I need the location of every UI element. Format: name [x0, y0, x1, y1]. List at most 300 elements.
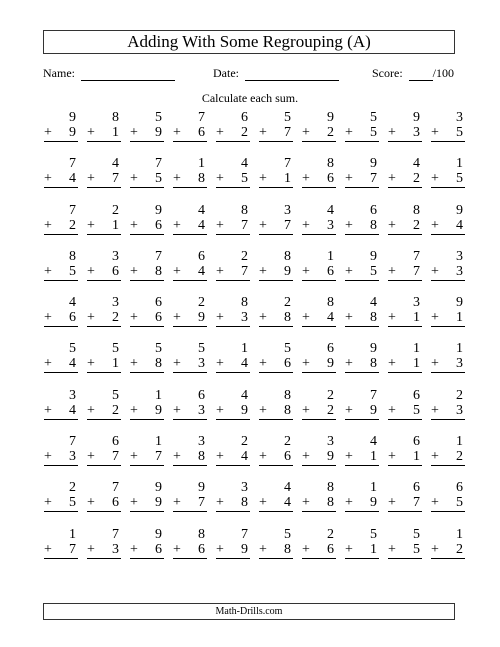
second-addend-row: [216, 403, 250, 420]
plus-sign: +: [431, 125, 439, 140]
addition-problem: [44, 295, 78, 341]
second-addend-row: [302, 356, 336, 373]
second-addend: 1: [413, 310, 420, 326]
plus-sign: +: [431, 541, 439, 557]
plus-sign: +: [259, 541, 267, 557]
second-addend: 2: [327, 125, 334, 140]
second-addend-row: [302, 542, 336, 559]
second-addend: 9: [327, 356, 334, 372]
first-addend: 3: [198, 434, 205, 450]
addition-problem: [87, 249, 121, 295]
first-addend: 7: [284, 156, 291, 172]
footer-box: [43, 603, 455, 620]
first-addend: 7: [155, 156, 162, 172]
second-addend-row: [431, 264, 465, 281]
second-addend-row: [259, 171, 293, 188]
second-addend: 6: [327, 171, 334, 187]
plus-sign: +: [302, 495, 310, 511]
second-addend: 6: [284, 356, 291, 372]
first-addend: 9: [370, 156, 377, 172]
addition-problem: [130, 388, 164, 434]
date-label: Date:: [213, 66, 239, 80]
first-addend: 9: [69, 110, 76, 125]
second-addend-row: [44, 310, 78, 327]
second-addend: 6: [198, 541, 205, 557]
date-line[interactable]: [245, 68, 339, 81]
first-addend: 7: [112, 526, 119, 542]
addition-problem: [431, 203, 465, 249]
second-addend: 8: [284, 541, 291, 557]
first-addend: 1: [456, 526, 463, 542]
second-addend-row: [345, 125, 379, 142]
plus-sign: +: [388, 263, 396, 279]
second-addend-row: [87, 310, 121, 327]
second-addend: 6: [69, 310, 76, 326]
addition-problem: [302, 156, 336, 202]
plus-sign: +: [345, 356, 353, 372]
first-addend: 9: [155, 480, 162, 496]
plus-sign: +: [216, 495, 224, 511]
plus-sign: +: [216, 217, 224, 233]
plus-sign: +: [87, 495, 95, 511]
plus-sign: +: [431, 402, 439, 418]
second-addend: 2: [112, 310, 119, 326]
second-addend-row: [345, 218, 379, 235]
first-addend: 5: [284, 526, 291, 542]
first-addend: 2: [241, 434, 248, 450]
first-addend: 2: [198, 295, 205, 311]
plus-sign: +: [173, 449, 181, 465]
second-addend: 8: [198, 171, 205, 187]
first-addend: 8: [198, 526, 205, 542]
second-addend: 2: [413, 217, 420, 233]
second-addend: 4: [284, 495, 291, 511]
first-addend: 5: [413, 526, 420, 542]
second-addend: 6: [112, 495, 119, 511]
addition-problem: [345, 480, 379, 526]
second-addend: 2: [456, 541, 463, 557]
plus-sign: +: [44, 125, 52, 140]
first-addend: 4: [370, 434, 377, 450]
second-addend: 7: [241, 263, 248, 279]
plus-sign: +: [388, 217, 396, 233]
second-addend: 6: [198, 125, 205, 140]
second-addend-row: [302, 403, 336, 420]
second-addend-row: [345, 449, 379, 466]
addition-problem: [302, 203, 336, 249]
first-addend: 1: [413, 341, 420, 357]
first-addend: 9: [456, 202, 463, 218]
first-addend: 5: [198, 341, 205, 357]
name-line[interactable]: [81, 68, 175, 81]
second-addend: 8: [370, 310, 377, 326]
second-addend-row: [259, 403, 293, 420]
plus-sign: +: [44, 449, 52, 465]
plus-sign: +: [173, 541, 181, 557]
second-addend-row: [302, 495, 336, 512]
plus-sign: +: [87, 541, 95, 557]
plus-sign: +: [173, 171, 181, 187]
second-addend-row: [259, 264, 293, 281]
addition-problem: [216, 341, 250, 387]
addition-problem: [44, 249, 78, 295]
second-addend: 1: [284, 171, 291, 187]
second-addend: 9: [284, 263, 291, 279]
worksheet-title: Adding With Some Regrouping (A): [127, 32, 371, 51]
plus-sign: +: [130, 310, 138, 326]
first-addend: 8: [327, 480, 334, 496]
second-addend-row: [302, 264, 336, 281]
first-addend: 7: [198, 110, 205, 125]
second-addend-row: [302, 310, 336, 327]
plus-sign: +: [302, 541, 310, 557]
second-addend-row: [345, 356, 379, 373]
first-addend: 5: [284, 110, 291, 125]
first-addend: 8: [241, 202, 248, 218]
first-addend: 1: [155, 434, 162, 450]
addition-problem: [259, 434, 293, 480]
plus-sign: +: [173, 263, 181, 279]
second-addend-row: [130, 495, 164, 512]
plus-sign: +: [44, 495, 52, 511]
first-addend: 9: [370, 341, 377, 357]
addition-problem: [259, 156, 293, 202]
addition-problem: [216, 480, 250, 526]
second-addend: 1: [112, 125, 119, 140]
name-label: Name:: [43, 66, 75, 80]
plus-sign: +: [345, 125, 353, 140]
second-addend: 5: [413, 541, 420, 557]
plus-sign: +: [259, 310, 267, 326]
first-addend: 8: [241, 295, 248, 311]
plus-sign: +: [216, 402, 224, 418]
second-addend: 7: [413, 495, 420, 511]
second-addend: 4: [69, 402, 76, 418]
second-addend-row: [87, 403, 121, 420]
addition-problem: [44, 480, 78, 526]
addition-problem: [44, 110, 78, 156]
second-addend-row: [44, 449, 78, 466]
addition-problem: [173, 434, 207, 480]
first-addend: 1: [69, 526, 76, 542]
plus-sign: +: [388, 402, 396, 418]
plus-sign: +: [87, 449, 95, 465]
score-line[interactable]: [409, 68, 433, 81]
addition-problem: [388, 388, 422, 434]
addition-problem: [44, 434, 78, 480]
first-addend: 2: [284, 295, 291, 311]
second-addend: 9: [155, 402, 162, 418]
first-addend: 4: [284, 480, 291, 496]
second-addend-row: [173, 403, 207, 420]
second-addend-row: [87, 356, 121, 373]
plus-sign: +: [130, 449, 138, 465]
plus-sign: +: [216, 125, 224, 140]
second-addend: 4: [456, 217, 463, 233]
addition-problem: [302, 388, 336, 434]
second-addend-row: [388, 495, 422, 512]
second-addend: 6: [284, 449, 291, 465]
addition-problem: [87, 295, 121, 341]
first-addend: 7: [241, 526, 248, 542]
second-addend: 5: [155, 171, 162, 187]
first-addend: 1: [198, 156, 205, 172]
second-addend: 2: [327, 402, 334, 418]
second-addend-row: [388, 264, 422, 281]
plus-sign: +: [259, 495, 267, 511]
plus-sign: +: [388, 541, 396, 557]
first-addend: 8: [327, 295, 334, 311]
addition-problem: [302, 527, 336, 573]
first-addend: 2: [284, 434, 291, 450]
addition-problem: [302, 110, 336, 156]
second-addend-row: [345, 403, 379, 420]
plus-sign: +: [130, 171, 138, 187]
second-addend-row: [216, 542, 250, 559]
second-addend-row: [388, 171, 422, 188]
addition-problem: [87, 434, 121, 480]
plus-sign: +: [388, 449, 396, 465]
addition-problem: [216, 295, 250, 341]
first-addend: 3: [112, 295, 119, 311]
addition-problem: [345, 249, 379, 295]
first-addend: 3: [284, 202, 291, 218]
addition-problem: [44, 341, 78, 387]
second-addend-row: [130, 264, 164, 281]
addition-problem: [216, 434, 250, 480]
second-addend: 5: [413, 402, 420, 418]
addition-problem: [87, 480, 121, 526]
second-addend-row: [259, 125, 293, 142]
addition-problem: [173, 480, 207, 526]
second-addend: 7: [284, 125, 291, 140]
addition-problem: [130, 110, 164, 156]
plus-sign: +: [302, 356, 310, 372]
first-addend: 3: [69, 387, 76, 403]
addition-problem: [87, 527, 121, 573]
second-addend: 9: [155, 495, 162, 511]
second-addend: 9: [370, 495, 377, 511]
first-addend: 6: [327, 341, 334, 357]
second-addend: 3: [241, 310, 248, 326]
second-addend: 3: [198, 402, 205, 418]
second-addend-row: [87, 495, 121, 512]
addition-problem: [345, 295, 379, 341]
addition-problem: [216, 249, 250, 295]
second-addend-row: [173, 264, 207, 281]
second-addend: 6: [155, 310, 162, 326]
plus-sign: +: [216, 263, 224, 279]
addition-problem: [130, 156, 164, 202]
second-addend: 7: [241, 217, 248, 233]
addition-problem: [388, 480, 422, 526]
second-addend: 7: [198, 495, 205, 511]
second-addend: 8: [155, 263, 162, 279]
first-addend: 9: [198, 480, 205, 496]
second-addend: 6: [327, 263, 334, 279]
first-addend: 3: [327, 434, 334, 450]
addition-problem: [216, 110, 250, 156]
second-addend: 7: [69, 541, 76, 557]
first-addend: 4: [69, 295, 76, 311]
plus-sign: +: [44, 541, 52, 557]
addition-problem: [259, 341, 293, 387]
plus-sign: +: [388, 495, 396, 511]
second-addend: 6: [155, 541, 162, 557]
plus-sign: +: [130, 356, 138, 372]
addition-problem: [259, 388, 293, 434]
plus-sign: +: [216, 449, 224, 465]
footer-text: Math-Drills.com: [215, 606, 283, 617]
plus-sign: +: [302, 217, 310, 233]
second-addend-row: [87, 542, 121, 559]
second-addend: 1: [112, 217, 119, 233]
first-addend: 7: [69, 156, 76, 172]
first-addend: 6: [198, 387, 205, 403]
addition-problem: [388, 527, 422, 573]
first-addend: 7: [370, 387, 377, 403]
plus-sign: +: [302, 263, 310, 279]
first-addend: 6: [112, 434, 119, 450]
first-addend: 7: [155, 248, 162, 264]
second-addend-row: [259, 218, 293, 235]
second-addend: 4: [69, 356, 76, 372]
second-addend-row: [44, 403, 78, 420]
addition-problem: [130, 341, 164, 387]
addition-problem: [87, 203, 121, 249]
first-addend: 5: [155, 110, 162, 125]
second-addend-row: [216, 264, 250, 281]
first-addend: 1: [370, 480, 377, 496]
first-addend: 5: [370, 526, 377, 542]
addition-problem: [173, 249, 207, 295]
second-addend-row: [87, 125, 121, 142]
plus-sign: +: [345, 263, 353, 279]
addition-problem: [87, 388, 121, 434]
second-addend: 5: [456, 171, 463, 187]
first-addend: 9: [370, 248, 377, 264]
second-addend: 7: [112, 171, 119, 187]
first-addend: 7: [112, 480, 119, 496]
plus-sign: +: [345, 402, 353, 418]
second-addend: 3: [69, 449, 76, 465]
addition-problem: [345, 388, 379, 434]
plus-sign: +: [87, 402, 95, 418]
first-addend: 7: [413, 248, 420, 264]
addition-problem: [259, 249, 293, 295]
plus-sign: +: [173, 356, 181, 372]
second-addend-row: [216, 218, 250, 235]
second-addend-row: [388, 542, 422, 559]
addition-problem: [302, 480, 336, 526]
second-addend-row: [302, 125, 336, 142]
second-addend-row: [130, 218, 164, 235]
addition-problem: [173, 388, 207, 434]
first-addend: 6: [413, 434, 420, 450]
plus-sign: +: [431, 449, 439, 465]
second-addend-row: [302, 171, 336, 188]
second-addend-row: [87, 171, 121, 188]
plus-sign: +: [259, 449, 267, 465]
second-addend-row: [431, 356, 465, 373]
second-addend: 4: [198, 217, 205, 233]
second-addend-row: [431, 125, 465, 142]
plus-sign: +: [87, 263, 95, 279]
addition-problem: [173, 527, 207, 573]
second-addend: 3: [413, 125, 420, 140]
first-addend: 8: [112, 110, 119, 125]
score-label: Score:: [372, 66, 403, 80]
second-addend-row: [259, 495, 293, 512]
second-addend: 7: [112, 449, 119, 465]
plus-sign: +: [302, 171, 310, 187]
addition-problem: [130, 434, 164, 480]
second-addend-row: [216, 356, 250, 373]
second-addend: 2: [241, 125, 248, 140]
second-addend: 2: [413, 171, 420, 187]
second-addend-row: [130, 125, 164, 142]
second-addend: 3: [456, 263, 463, 279]
addition-problem: [302, 295, 336, 341]
first-addend: 5: [112, 387, 119, 403]
addition-problem: [431, 249, 465, 295]
addition-problem: [388, 203, 422, 249]
second-addend-row: [130, 449, 164, 466]
first-addend: 6: [456, 480, 463, 496]
plus-sign: +: [388, 310, 396, 326]
plus-sign: +: [302, 449, 310, 465]
second-addend: 9: [155, 125, 162, 140]
second-addend: 8: [327, 495, 334, 511]
addition-problem: [44, 156, 78, 202]
second-addend-row: [431, 310, 465, 327]
plus-sign: +: [216, 541, 224, 557]
second-addend: 3: [456, 356, 463, 372]
addition-problem: [130, 480, 164, 526]
second-addend: 9: [69, 125, 76, 140]
addition-problem: [87, 156, 121, 202]
second-addend-row: [259, 542, 293, 559]
addition-problem: [431, 341, 465, 387]
addition-problem: [345, 110, 379, 156]
plus-sign: +: [44, 171, 52, 187]
second-addend: 1: [112, 356, 119, 372]
first-addend: 6: [370, 202, 377, 218]
name-field: [43, 66, 175, 81]
addition-problem: [431, 434, 465, 480]
first-addend: 1: [456, 434, 463, 450]
first-addend: 4: [241, 156, 248, 172]
addition-problem: [173, 156, 207, 202]
plus-sign: +: [130, 495, 138, 511]
second-addend: 9: [241, 541, 248, 557]
first-addend: 7: [69, 434, 76, 450]
addition-problem: [431, 527, 465, 573]
second-addend-row: [44, 495, 78, 512]
second-addend-row: [388, 125, 422, 142]
second-addend: 5: [370, 263, 377, 279]
plus-sign: +: [216, 310, 224, 326]
second-addend: 4: [241, 449, 248, 465]
first-addend: 9: [327, 110, 334, 125]
second-addend-row: [388, 403, 422, 420]
plus-sign: +: [345, 310, 353, 326]
addition-problem: [173, 110, 207, 156]
second-addend: 9: [327, 449, 334, 465]
addition-problem: [44, 527, 78, 573]
plus-sign: +: [431, 217, 439, 233]
second-addend-row: [130, 542, 164, 559]
